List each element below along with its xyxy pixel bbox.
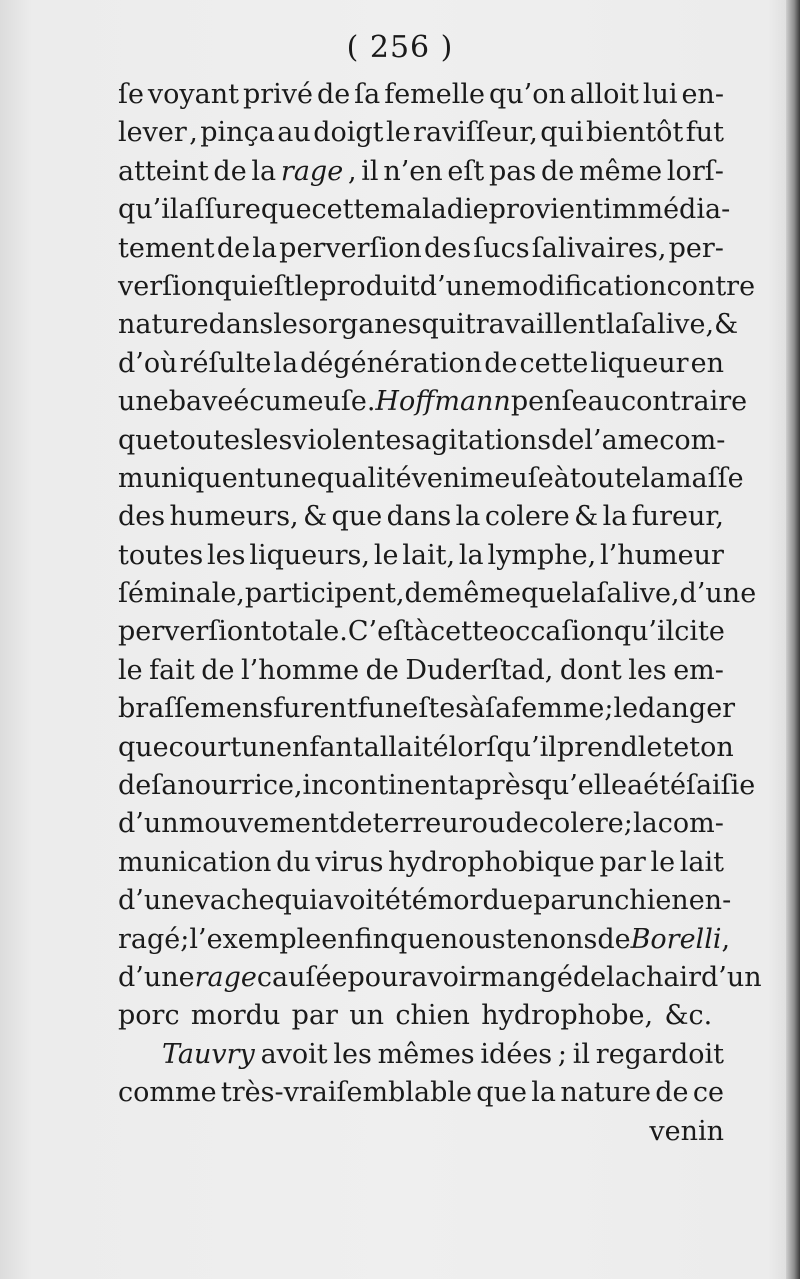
word: colere <box>484 501 570 533</box>
word: & <box>714 309 739 341</box>
word: ſaiſie <box>685 770 756 802</box>
word: colere; <box>538 808 633 840</box>
page-edge-shadow <box>786 0 800 1279</box>
text-line <box>118 613 724 651</box>
word: organes <box>311 309 422 341</box>
word: de <box>655 1077 689 1109</box>
word: fureur, <box>631 501 724 533</box>
word: d’un <box>700 961 762 993</box>
word: un <box>349 1000 385 1032</box>
word: cette <box>311 194 381 226</box>
word: la <box>606 309 631 341</box>
word: par <box>291 1000 338 1032</box>
text-line <box>118 460 744 498</box>
word: dans <box>208 309 274 341</box>
word: que <box>118 731 169 763</box>
word: vache <box>194 885 275 917</box>
word: de <box>201 654 235 686</box>
word: munication <box>118 846 272 878</box>
word: ; <box>557 1038 568 1070</box>
word: lait, <box>402 539 456 571</box>
word: de <box>118 770 152 802</box>
word: mangé <box>480 961 573 993</box>
word: de <box>316 79 351 110</box>
word: doigt <box>313 117 384 149</box>
word: des <box>423 232 472 264</box>
word: pas <box>488 155 537 187</box>
word: mordu <box>190 1000 281 1032</box>
word: eſt <box>257 270 295 302</box>
word: d’où <box>118 347 178 379</box>
word: qui <box>214 270 258 302</box>
word: ſa <box>151 770 178 802</box>
text-line <box>118 498 724 536</box>
word: un <box>241 731 276 763</box>
word: de <box>339 808 373 840</box>
word: la <box>273 347 299 379</box>
word: modification <box>496 270 667 302</box>
word: dont <box>559 654 622 686</box>
word: été <box>384 885 428 917</box>
word: chien <box>614 885 689 917</box>
italic-word: Hoffmann <box>375 386 511 418</box>
word: ſe <box>118 79 144 110</box>
word: après <box>458 770 535 802</box>
word: la <box>641 462 666 494</box>
word: cette <box>430 616 499 648</box>
word: pour <box>347 961 412 993</box>
word: alloit <box>569 79 639 110</box>
word: ou <box>471 808 506 840</box>
word: , <box>721 923 731 955</box>
word: prend <box>556 731 638 763</box>
word: dans <box>386 501 452 533</box>
word: la <box>632 808 658 840</box>
word: liqueur <box>590 347 689 379</box>
word: humeurs, <box>169 501 299 533</box>
word: nous <box>440 923 506 955</box>
word: court <box>168 731 242 763</box>
text-line <box>118 767 756 805</box>
word: le <box>294 270 320 302</box>
word: il <box>361 155 379 187</box>
word: cauſée <box>256 961 348 993</box>
word: les <box>207 539 246 571</box>
word: les <box>273 309 312 341</box>
word: de <box>213 155 247 187</box>
word: le <box>650 846 676 878</box>
word: lait <box>679 846 724 878</box>
word: virus <box>315 846 384 878</box>
word: violentes <box>292 424 416 456</box>
word: furent <box>273 693 358 725</box>
word: à <box>469 693 486 725</box>
word: idées <box>480 1038 553 1070</box>
word: ſa <box>485 693 512 725</box>
word: lever <box>118 117 187 149</box>
word: com- <box>659 424 726 456</box>
word: au <box>587 386 621 418</box>
word: même <box>579 155 663 187</box>
text-line <box>118 422 724 460</box>
word: qu’il <box>613 616 675 648</box>
word: lorſ- <box>666 155 724 187</box>
text-line <box>118 997 724 1035</box>
word: voyant <box>147 79 240 110</box>
word: hydrophobique <box>388 846 595 878</box>
text-line <box>118 959 762 997</box>
word: dégénération <box>300 347 483 379</box>
word: la <box>458 539 484 571</box>
word: toute <box>569 462 642 494</box>
word: & <box>574 501 599 533</box>
word: mouvement <box>178 808 340 840</box>
word: la <box>602 501 628 533</box>
word: porc <box>118 1000 180 1032</box>
word: venimeuſe <box>411 462 554 494</box>
word: lui <box>642 79 678 110</box>
word: de <box>597 923 631 955</box>
text-line <box>118 191 731 229</box>
text-line <box>118 690 736 728</box>
word: l’humeur <box>600 539 724 571</box>
word: qui <box>421 309 465 341</box>
word: de <box>505 808 539 840</box>
word: écumeuſe. <box>233 386 376 418</box>
italic-word: Tauvry <box>162 1038 255 1070</box>
word: il <box>572 1038 591 1070</box>
word: d’une <box>118 885 195 917</box>
word: que <box>476 1077 527 1109</box>
text-line <box>118 921 731 959</box>
text-line <box>118 114 724 152</box>
word: une <box>265 462 317 494</box>
word: ſalivaires, <box>531 232 667 264</box>
word: très-vraiſemblable <box>220 1077 472 1109</box>
word: maladie <box>380 194 489 226</box>
word: la <box>252 232 277 264</box>
word: C’eſt <box>347 616 414 648</box>
word: les <box>253 424 293 456</box>
word: privé <box>242 79 314 110</box>
word: teton <box>662 731 734 763</box>
word: contre <box>666 270 756 302</box>
text-line <box>118 76 724 114</box>
word: la <box>531 1077 556 1109</box>
word: allaité <box>363 731 449 763</box>
text-line <box>118 652 724 690</box>
text-line <box>118 1074 724 1112</box>
word: penſe <box>510 386 588 418</box>
word: chair <box>630 961 701 993</box>
word: aſſure <box>178 194 261 226</box>
word: été <box>643 770 686 802</box>
word: qui <box>274 885 318 917</box>
word: l’homme <box>241 654 360 686</box>
text-line <box>118 1036 724 1074</box>
word: braſſemens <box>118 693 274 725</box>
word: ſa <box>354 79 381 110</box>
catchword-line <box>118 1113 724 1151</box>
word: toutes <box>168 424 254 456</box>
word: mêmes <box>377 1038 475 1070</box>
text-line <box>118 153 724 191</box>
word: le <box>613 693 639 725</box>
word: ſucs <box>473 232 530 264</box>
body-text <box>118 76 762 1151</box>
word: &c. <box>664 1000 713 1032</box>
word: enfin <box>321 923 391 955</box>
word: lymphe, <box>487 539 597 571</box>
word: de <box>484 347 518 379</box>
word: mordue <box>427 885 534 917</box>
catchword: venin <box>649 1115 724 1147</box>
word: pinça <box>200 117 275 149</box>
word: les <box>628 654 667 686</box>
word: contraire <box>620 386 748 418</box>
text-line <box>118 230 724 268</box>
word: le <box>118 654 143 686</box>
text-line <box>118 268 756 306</box>
word: avoit <box>260 1038 328 1070</box>
word: le <box>373 539 399 571</box>
word: nature <box>118 309 209 341</box>
word: bientôt <box>586 117 684 149</box>
word: ce <box>692 1077 724 1109</box>
word: bave <box>168 386 234 418</box>
word: qu’il <box>118 194 179 226</box>
word: ragé; <box>118 923 190 955</box>
italic-word: rage <box>194 961 257 993</box>
word: de <box>540 155 575 187</box>
word: cite <box>674 616 725 648</box>
word: perverſion <box>118 616 261 648</box>
word: que <box>390 923 441 955</box>
text-line <box>118 575 757 613</box>
word: réſulte <box>179 347 272 379</box>
word: les <box>333 1038 372 1070</box>
word: , <box>347 155 357 187</box>
word: terreur <box>372 808 472 840</box>
word: perverſion <box>279 232 422 264</box>
word: regardoit <box>595 1038 724 1070</box>
word: de <box>572 961 607 993</box>
word: l’ame <box>584 424 660 456</box>
word: immédia- <box>603 194 731 226</box>
word: la <box>571 578 597 610</box>
word: comme <box>118 1077 217 1109</box>
page-number: ( 256 ) <box>346 30 454 65</box>
word: le <box>385 117 411 149</box>
text-line <box>118 882 732 920</box>
word: incontinent <box>302 770 459 802</box>
text-line <box>118 306 739 344</box>
word: produit <box>319 270 420 302</box>
word: qu’on <box>488 79 566 110</box>
word: ſalive, <box>596 578 680 610</box>
word: , <box>189 117 198 149</box>
word: l’exemple <box>189 923 322 955</box>
word: que <box>118 424 169 456</box>
word: liqueurs, <box>249 539 370 571</box>
word: maſſe <box>665 462 744 494</box>
word: participent, <box>244 578 405 610</box>
word: à <box>413 616 431 648</box>
word: danger <box>638 693 736 725</box>
word: par <box>599 846 646 878</box>
word: ſéminale, <box>118 578 245 610</box>
italic-word: Borelli <box>630 923 722 955</box>
word: & <box>303 501 328 533</box>
word: la <box>455 501 481 533</box>
word: ſalive, <box>630 309 715 341</box>
word: totale. <box>260 616 348 648</box>
word: même <box>437 578 521 610</box>
text-line <box>118 537 724 575</box>
italic-word: rage <box>280 155 344 187</box>
word: en- <box>688 885 732 917</box>
word: em- <box>673 654 724 686</box>
word: le <box>637 731 663 763</box>
word: fut <box>685 117 724 149</box>
word: que <box>331 501 383 533</box>
word: tenons <box>505 923 598 955</box>
word: la <box>251 155 277 187</box>
word: une <box>118 386 169 418</box>
word: un <box>579 885 615 917</box>
word: fait <box>149 654 195 686</box>
word: de <box>216 232 251 264</box>
word: enfant <box>275 731 364 763</box>
word: d’une <box>679 578 757 610</box>
word: eſt <box>447 155 485 187</box>
word: n’en <box>383 155 443 187</box>
word: qui <box>540 117 584 149</box>
text-line <box>118 844 724 882</box>
word: agitations <box>415 424 552 456</box>
word: toutes <box>118 539 204 571</box>
text-line <box>118 345 724 383</box>
word: que <box>260 194 312 226</box>
word: du <box>276 846 311 878</box>
word: verſion <box>118 270 215 302</box>
word: qualité <box>316 462 412 494</box>
word: par <box>533 885 580 917</box>
word: raviſſeur, <box>413 117 538 149</box>
word: muniquent <box>118 462 266 494</box>
word: la <box>606 961 631 993</box>
word: a <box>627 770 644 802</box>
word: femme; <box>511 693 614 725</box>
word: de <box>404 578 438 610</box>
word: chien <box>395 1000 470 1032</box>
word: nature <box>560 1077 651 1109</box>
word: qu’elle <box>534 770 628 802</box>
word: atteint <box>118 155 209 187</box>
word: à <box>553 462 570 494</box>
word: avoit <box>317 885 385 917</box>
word: travaillent <box>464 309 607 341</box>
word: Duderſtad, <box>405 654 554 686</box>
word: des <box>118 501 166 533</box>
word: cette <box>519 347 589 379</box>
word: tement <box>118 232 215 264</box>
word: lorſqu’il <box>448 731 557 763</box>
word: occaſion <box>498 616 614 648</box>
text-line <box>118 383 748 421</box>
word: d’une <box>118 961 195 993</box>
text-line <box>118 729 734 767</box>
word: en <box>690 347 724 379</box>
word: de <box>551 424 585 456</box>
word: hydrophobe, <box>481 1000 654 1032</box>
text-line <box>118 805 724 843</box>
word: avoir <box>411 961 481 993</box>
word: au <box>277 117 311 149</box>
word: femelle <box>384 79 486 110</box>
word: de <box>365 654 399 686</box>
word: d’une <box>419 270 497 302</box>
word: com- <box>657 808 724 840</box>
word: que <box>520 578 572 610</box>
word: d’un <box>118 808 179 840</box>
word: nourrice, <box>177 770 303 802</box>
word: per- <box>668 232 724 264</box>
word: provient <box>488 194 604 226</box>
word: funeſtes <box>357 693 470 725</box>
word: en- <box>681 79 724 110</box>
